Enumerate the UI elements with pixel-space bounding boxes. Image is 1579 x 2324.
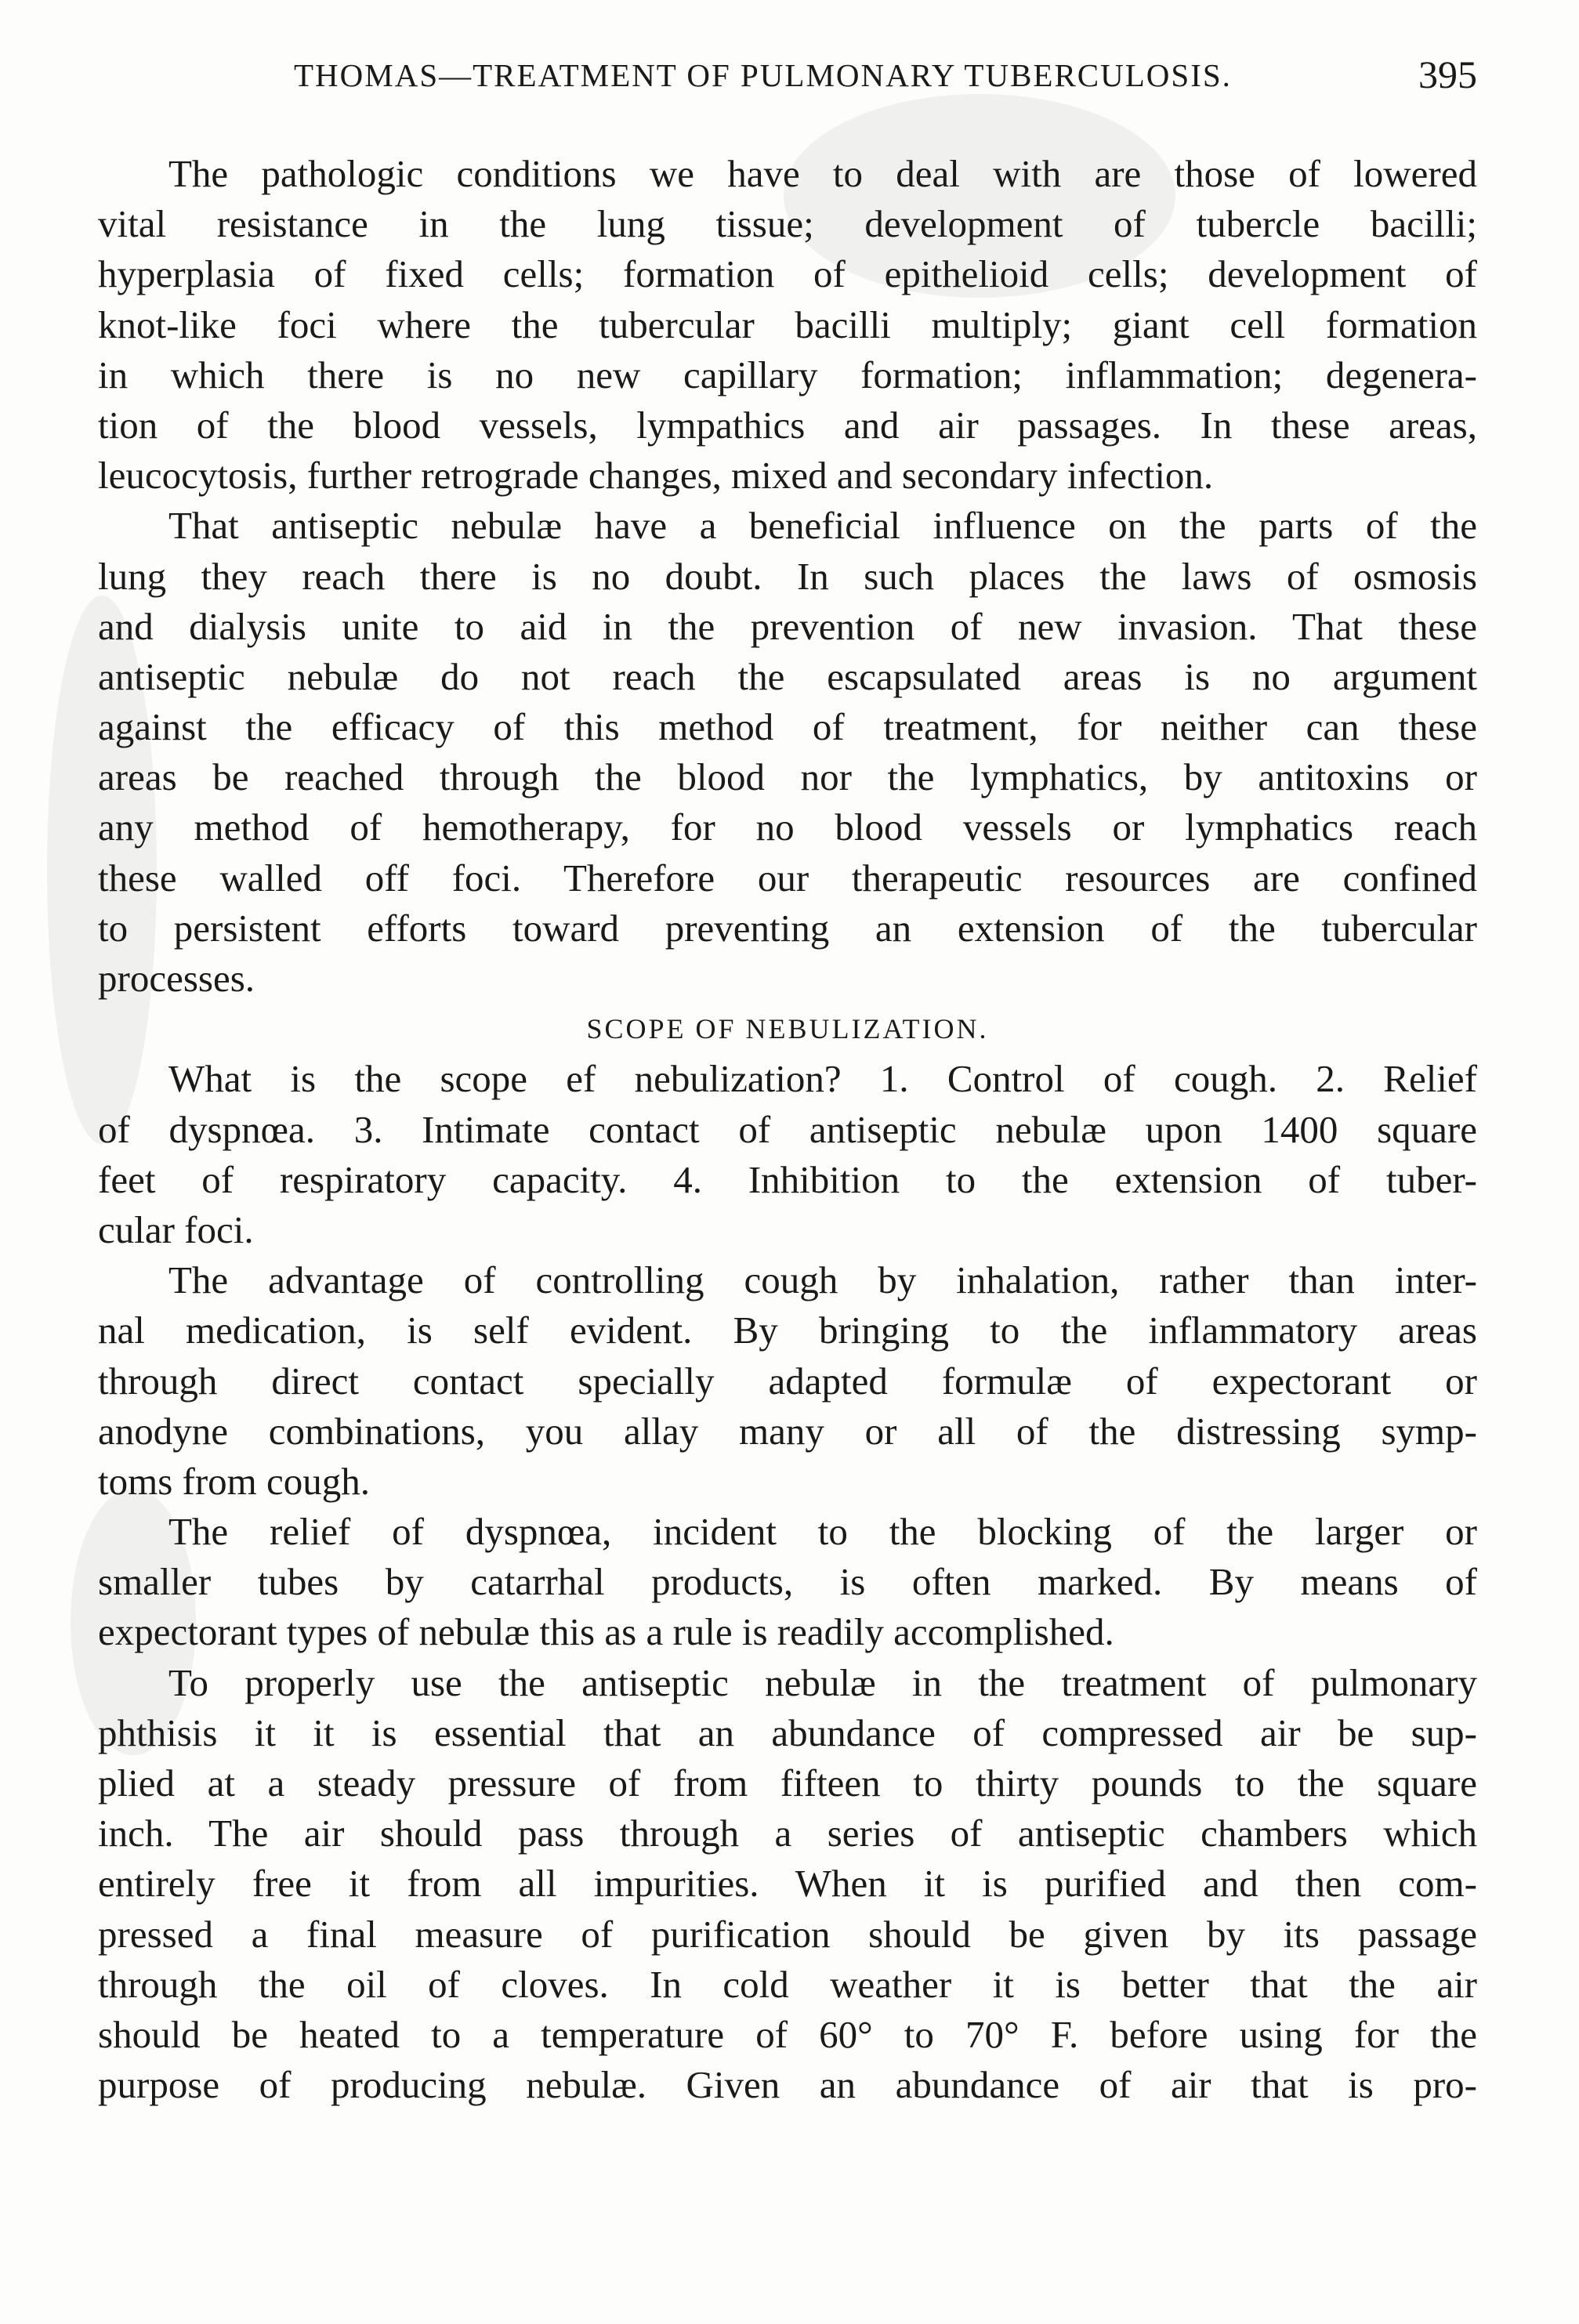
text-line: any method of hemotherapy, for no blood vessels or lymphatics reach xyxy=(98,805,1477,849)
text-line: leucocytosis, further retrograde changes, mixed and secondary infection. xyxy=(98,454,1214,498)
page-number: 395 xyxy=(1418,52,1477,96)
text-line: through the oil of cloves. In cold weather it is better that the air xyxy=(98,1962,1477,2006)
text-line: processes. xyxy=(98,957,255,1000)
body-text xyxy=(98,149,1477,2110)
text-line: smaller tubes by catarrhal products, is often marked. By means of xyxy=(98,1560,1477,1604)
text-line: of dyspnœa. 3. Intimate contact of antiseptic nebulæ upon 1400 square xyxy=(98,1107,1477,1151)
text-line: these walled off foci. Therefore our therapeutic resources are confined xyxy=(98,856,1477,900)
text-line: purpose of producing nebulæ. Given an abundance of air that is pro- xyxy=(98,2063,1477,2107)
text-line: and dialysis unite to aid in the prevention of new invasion. That these xyxy=(98,604,1477,648)
text-line: phthisis it it is essential that an abundance of compressed air be sup- xyxy=(98,1710,1477,1754)
text-line: in which there is no new capillary formation; inflammation; degenera- xyxy=(98,353,1477,396)
text-line: hyperplasia of fixed cells; formation of epithelioid cells; development of xyxy=(98,252,1477,296)
text-line: plied at a steady pressure of from fifteen to thirty pounds to the square xyxy=(98,1761,1477,1805)
text-line: The pathologic conditions we have to deal with are those of lowered xyxy=(168,152,1477,195)
text-line: nal medication, is self evident. By bringing to the inflammatory areas xyxy=(98,1309,1477,1352)
text-line: lung they reach there is no doubt. In such places the laws of osmosis xyxy=(98,554,1477,598)
section-heading: SCOPE OF NEBULIZATION. xyxy=(586,1013,989,1045)
text-line: pressed a final measure of purification should be given by its passage xyxy=(98,1912,1477,1956)
running-title: THOMAS—TREATMENT OF PULMONARY TUBERCULOSIS. xyxy=(294,57,1232,93)
text-line: areas be reached through the blood nor the lymphatics, by antitoxins or xyxy=(98,755,1477,799)
text-line: through direct contact specially adapted formulæ of expectorant or xyxy=(98,1359,1477,1403)
text-line: knot-like foci where the tubercular bacilli multiply; giant cell formation xyxy=(98,302,1477,346)
text-line: What is the scope ef nebulization? 1. Control of cough. 2. Relief xyxy=(168,1057,1477,1101)
text-line: antiseptic nebulæ do not reach the escapsulated areas is no argument xyxy=(98,654,1477,698)
text-line: cular foci. xyxy=(98,1207,254,1251)
text-line: anodyne combinations, you allay many or all of the distressing symp- xyxy=(98,1409,1477,1453)
text-line: toms from cough. xyxy=(98,1459,371,1503)
text-line: vital resistance in the lung tissue; development of tubercle bacilli; xyxy=(98,202,1477,246)
text-line: The advantage of controlling cough by inhalation, rather than inter- xyxy=(168,1258,1477,1302)
text-line: entirely free it from all impurities. When it is purified and then com- xyxy=(98,1862,1477,1906)
text-line: That antiseptic nebulæ have a beneficial influence on the parts of the xyxy=(168,504,1477,548)
text-line: inch. The air should pass through a series of antiseptic chambers which xyxy=(98,1812,1477,1855)
running-head xyxy=(294,52,1477,103)
text-line: feet of respiratory capacity. 4. Inhibition to the extension of tuber- xyxy=(98,1157,1477,1201)
text-line: tion of the blood vessels, lympathics and air passages. In these areas, xyxy=(98,403,1477,447)
text-line: To properly use the antiseptic nebulæ in the treatment of pulmonary xyxy=(168,1660,1477,1704)
text-line: should be heated to a temperature of 60° to 70° F. before using for the xyxy=(98,2012,1477,2056)
text-line: The relief of dyspnœa, incident to the blocking of the larger or xyxy=(168,1510,1477,1554)
text-line: to persistent efforts toward preventing an extension of the tubercular xyxy=(98,906,1477,950)
text-line: against the efficacy of this method of treatment, for neither can these xyxy=(98,705,1477,749)
text-line: expectorant types of nebulæ this as a rule is readily accomplished. xyxy=(98,1610,1114,1654)
